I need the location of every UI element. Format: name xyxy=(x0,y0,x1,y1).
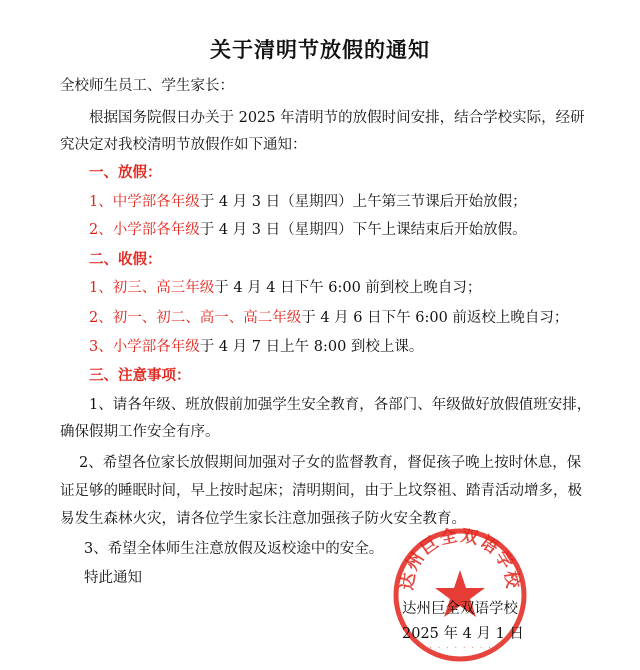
item-detail: 于 4 月 4 日下午 6:00 前到校上晚自习； xyxy=(214,280,482,296)
item-detail: 于 4 月 3 日（星期四）下午上课结束后开始放假。 xyxy=(199,222,527,238)
item-group: 小学部各年级 xyxy=(112,339,200,355)
note-2-line-1: 2、希望各位家长放假期间加强对子女的监督教育，督促孩子晚上按时休息，保 xyxy=(79,455,582,471)
item-group: 初三、高三年级 xyxy=(112,280,215,296)
signature-school: 达州巨全双语学校 xyxy=(402,601,518,617)
item-group: 初一、初二、高一、高二年级 xyxy=(112,310,302,326)
item-prefix: 3、 xyxy=(89,339,113,355)
section-heading-notes: 三、注意事项： xyxy=(89,367,191,384)
item-detail: 于 4 月 6 日下午 6:00 前返校上晚自习； xyxy=(301,310,569,326)
svg-text:· · · · · · · ·: · · · · · · · · xyxy=(428,644,492,652)
note-2-line-3: 易发生森林火灾，请各位学生家长注意加强孩子防火安全教育。 xyxy=(60,511,466,527)
return-item-3 xyxy=(89,337,423,357)
item-detail: 于 4 月 3 日（星期四）上午第三节课后开始放假； xyxy=(199,194,527,210)
holiday-item-2 xyxy=(89,220,527,240)
page-title: 关于清明节放假的通知 xyxy=(210,37,430,62)
return-item-2 xyxy=(89,308,568,328)
item-group: 中学部各年级 xyxy=(112,194,200,210)
salutation: 全校师生员工、学生家长： xyxy=(60,78,234,94)
section-heading-return: 二、收假： xyxy=(89,251,162,268)
note-1-line-2: 确保假期工作安全有序。 xyxy=(60,424,220,440)
holiday-item-1 xyxy=(89,192,527,212)
note-2-line-2: 证足够的睡眠时间，早上按时起床；清明期间，由于上坟祭祖、踏青活动增多，极 xyxy=(60,483,582,499)
closing-text: 特此通知 xyxy=(84,570,142,586)
intro-line-1: 根据国务院假日办关于 2025 年清明节的放假时间安排，结合学校实际，经研 xyxy=(89,110,585,126)
official-seal-icon xyxy=(385,520,535,670)
signature-date: 2025 年 4 月 1 日 xyxy=(402,626,524,642)
return-item-1 xyxy=(89,278,481,298)
section-heading-holiday: 一、放假： xyxy=(89,164,162,181)
note-1-line-1: 1、请各年级、班放假前加强学生安全教育，各部门、年级做好放假值班安排， xyxy=(89,397,592,413)
item-prefix: 1、 xyxy=(89,280,113,296)
item-group: 小学部各年级 xyxy=(112,222,200,238)
item-prefix: 2、 xyxy=(89,222,113,238)
intro-line-2: 究决定对我校清明节放假作如下通知： xyxy=(60,137,307,153)
item-detail: 于 4 月 7 日上午 8:00 到校上课。 xyxy=(199,339,424,355)
seal-text: 达州巨全双语学校 xyxy=(397,525,523,592)
item-prefix: 1、 xyxy=(89,194,113,210)
item-prefix: 2、 xyxy=(89,310,113,326)
note-3: 3、希望全体师生注意放假及返校途中的安全。 xyxy=(84,541,384,557)
